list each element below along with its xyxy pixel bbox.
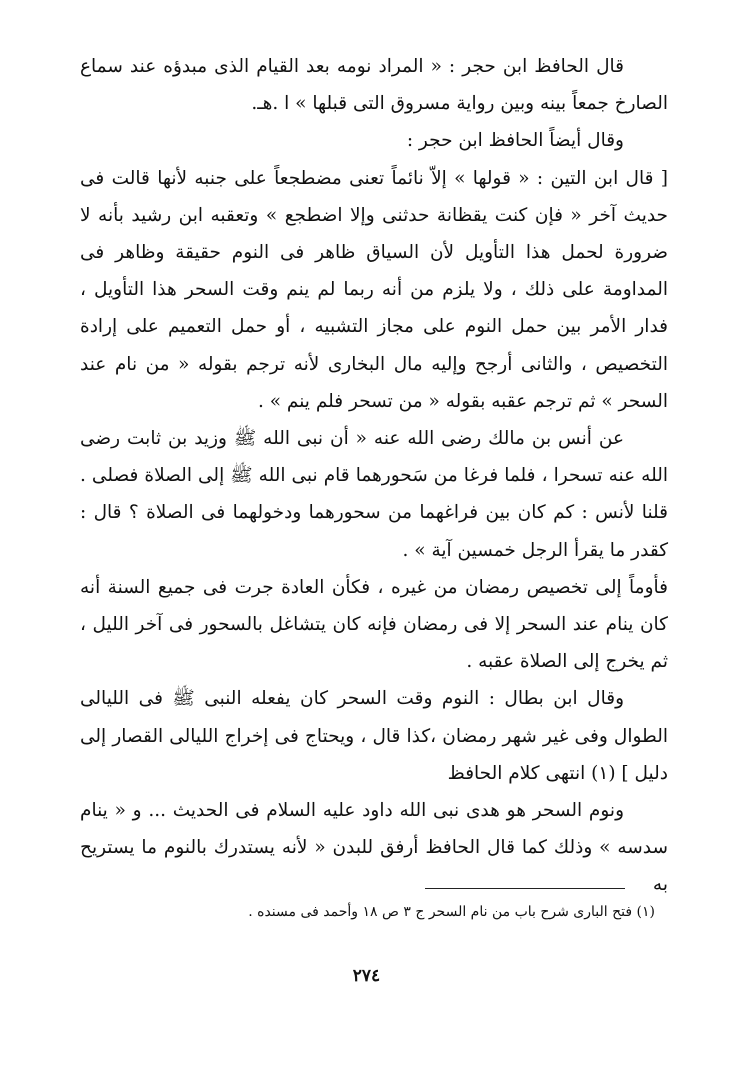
paragraph-ibn-battal: وقال ابن بطال : النوم وقت السحر كان يفعله النبى ﷺ فى الليالى الطوال وفى غير شهر رمضان ،كذا قال ، ويحتاج فى إخراج الليالى القصار إلى دليل ] (١) انتهى كلام الحافظ xyxy=(80,688,668,784)
paragraph-ibn-hajar-also: وقال أيضاً الحافظ ابن حجر : xyxy=(406,130,624,152)
footnote-divider xyxy=(425,888,625,889)
paragraph-anas-hadith: عن أنس بن مالك رضى الله عنه « أن نبى الله ﷺ وزيد بن ثابت رضى الله عنه تسحرا ، فلما فرغا من سَحورهما قام نبى الله ﷺ إلى الصلاة فصلى . قلنا لأنس : كم كان بين فراغهما من سحورهما ودخولهما فى الصلاة ؟ قال : كقدر ما يقرأ الرجل خمسين آية » . xyxy=(80,428,668,561)
body-text xyxy=(80,48,668,904)
paragraph-ibn-al-tin: [ قال ابن التين : « قولها » إلاّ نائماً تعنى مضطجعاً على جنبه لأنها قالت فى حديث آخر « فإن كنت يقظانة حدثنى وإلا اضطجع » وتعقبه ابن رشيد بأنه لا ضرورة لحمل هذا التأويل لأن السياق ظاهر فى النوم حقيقة وظاهر فى المداومة على ذلك ، ولا يلزم من أنه ربما لم ينم وقت السحر هذا التأويل ، فدار الأمر بين حمل النوم على مجاز التشبيه ، أو حمل التعميم على إرادة التخصيص ، والثانى أرجح وإليه مال البخارى لأنه ترجم بقوله « من نام عند السحر » ثم ترجم عقبه بقوله « من تسحر فلم ينم » . xyxy=(80,167,668,412)
page-number: ٢٧٤ xyxy=(352,966,381,986)
paragraph-ibn-hajar-quote: قال الحافظ ابن حجر : « المراد نومه بعد القيام الذى مبدؤه عند سماع الصارخ جمعاً بينه وبين رواية مسروق التى قبلها » ا .هـ. xyxy=(80,56,668,115)
paragraph-sleep-sahar: ونوم السحر هو هدى نبى الله داود عليه السلام فى الحديث ... و « ينام سدسه » وذلك كما قال الحافظ أرفق للبدن « لأنه يستدرك بالنوم ما يستريح به xyxy=(80,800,668,896)
footnote: (١) فتح البارى شرح باب من نام السحر ج ٣ ص ١٨ وأحمد فى مسنده . xyxy=(248,904,655,920)
paragraph-ramadan: فأوماً إلى تخصيص رمضان من غيره ، فكأن العادة جرت فى جميع السنة أنه كان ينام عند السحر إلا فى رمضان فإنه كان يتشاغل بالسحور فى آخر الليل ، ثم يخرج إلى الصلاة عقبه . xyxy=(80,576,668,673)
